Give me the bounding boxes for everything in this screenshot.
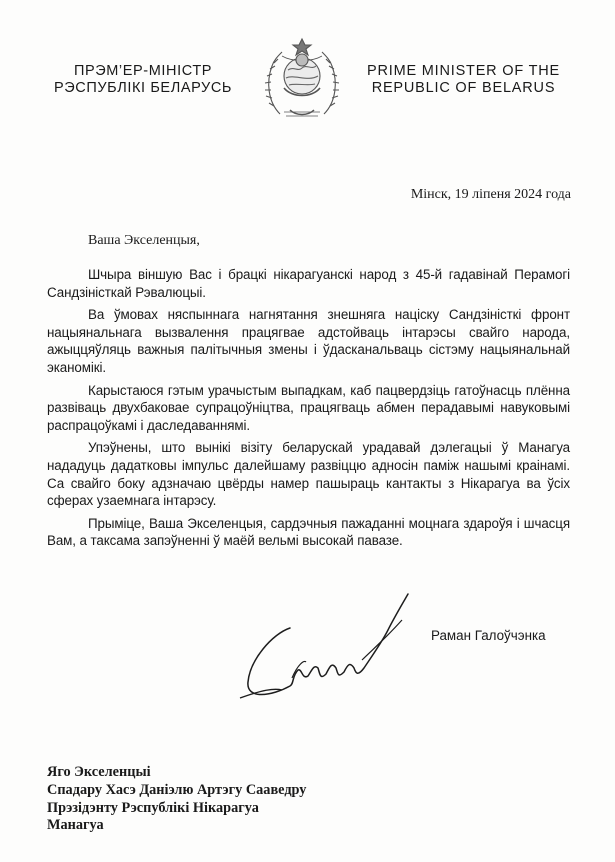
addressee-line: Яго Экселенцыі (47, 764, 151, 780)
letter-paragraph: Упэўнены, што вынікі візіту беларускай урадавай дэлегацыі ў Манагуа нададуць дадатковы імпульс далейшаму развіццю адносін паміж нашымі краінамі. Са свайго боку адзначаю цвёрды намер пашыраць кантакты з Нікарагуа ва ўсіх сферах узаемнага інтарэсу. (47, 440, 570, 509)
signer-name: Раман Галоўчэнка (431, 628, 546, 643)
letter-paragraph: Шчыра віншую Вас і брацкі нікарагуанскі народ з 45-й гадавінай Перамогі Сандзіністкай Рэвалюцыі. (47, 267, 570, 300)
handwritten-signature (232, 590, 412, 710)
letterhead-country-be: РЭСПУБЛІКІ БЕЛАРУСЬ (53, 80, 233, 96)
letter-paragraph: Прыміце, Ваша Экселенцыя, сардэчныя пажаданні моцнага здароўя і шчасця Вам, а таксама запэўненні ў маёй вельмі высокай павазе. (47, 515, 570, 549)
addressee-line: Манагуа (47, 817, 104, 834)
letter-body (47, 266, 570, 555)
belarus-state-emblem-icon (262, 36, 342, 124)
letter-paragraph: Ва ўмовах няспыннага нагнятання знешняга націску Сандзіністкі фронт нацыянальнага вызвалення працягвае адстойваць інтарэсы свайго народа, ажыццяўляць важныя палітычныя змены і ўдасканальваць сістэму нацыянальнай эканомікі. (47, 307, 570, 375)
letterhead-title-en: PRIME MINISTER OF THE (367, 63, 560, 79)
letter-salutation: Ваша Экселенцыя, (88, 233, 200, 248)
addressee-line: Спадару Хасэ Даніэлю Артэгу Сааведру (47, 781, 307, 798)
letterhead-country-en: REPUBLIC OF BELARUS (371, 80, 556, 96)
letter-date: Мінск, 19 ліпеня 2024 года (410, 187, 571, 202)
addressee-line: Прэзідэнту Рэспублікі Нікарагуа (47, 799, 259, 816)
letterhead-title-be: ПРЭМ’ЕР-МІНІСТР (73, 63, 213, 79)
letterhead-english (356, 63, 571, 97)
letter-paragraph: Карыстаюся гэтым урачыстым выпадкам, каб пацвердзіць гатоўнасць плённа развіваць двухбаковае супрацоўніцтва, працягваць абмен перадавымі навуковымі распрацоўкамі і даследаваннямі. (47, 382, 570, 433)
letterhead-belarusian (48, 63, 238, 97)
addressee-block (47, 764, 306, 835)
